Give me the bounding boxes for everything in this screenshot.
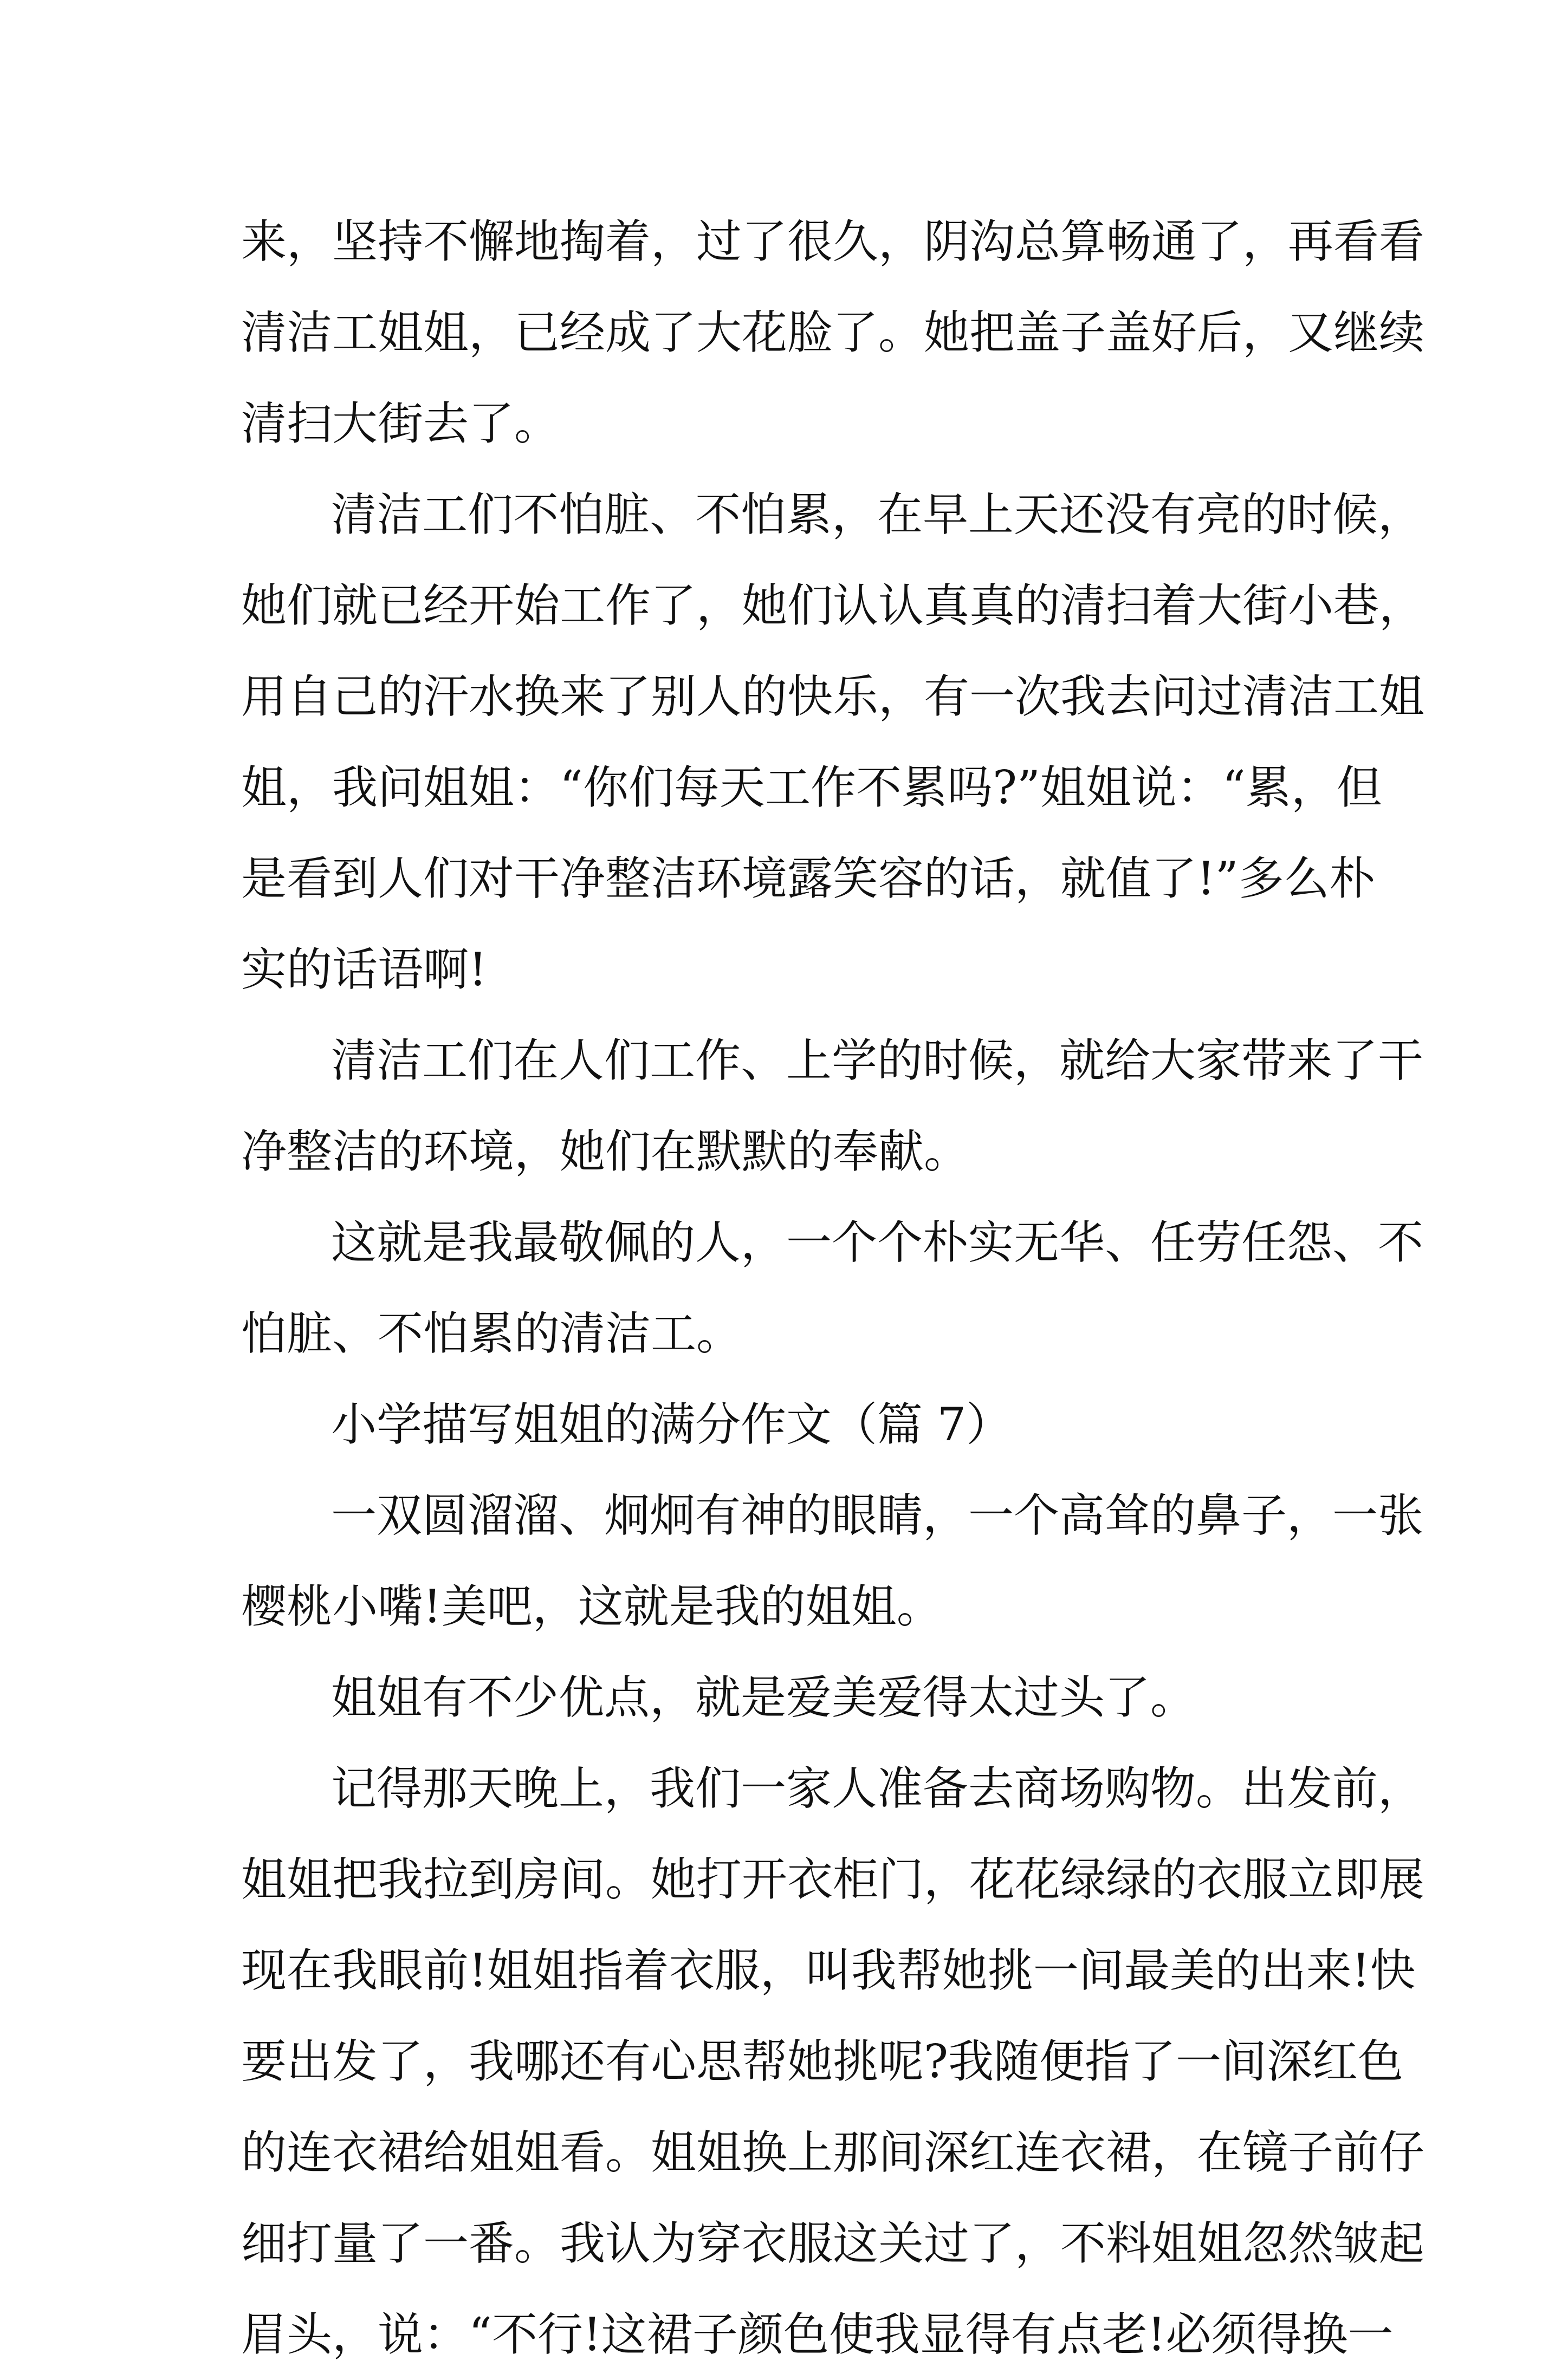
text-line: 净整洁的环境，她们在默默的奉献。: [241, 1125, 970, 1178]
text-line: 这就是我最敬佩的人，一个个朴实无华、任劳任怨、不: [331, 1216, 1424, 1269]
text-line: 来，坚持不懈地掏着，过了很久，阴沟总算畅通了，再看看: [241, 215, 1425, 268]
text-line: 是看到人们对干净整洁环境露笑容的话，就值了!”多么朴: [241, 852, 1375, 905]
text-line: 清扫大街去了。: [241, 397, 560, 450]
text-line: 记得那天晚上，我们一家人准备去商场购物。出发前，: [331, 1762, 1424, 1815]
text-line: 清洁工们不怕脏、不怕累，在早上天还没有亮的时候，: [331, 488, 1424, 541]
text-line: 樱桃小嘴!美吧，这就是我的姐姐。: [241, 1580, 942, 1633]
text-line: 姐，我问姐姐：“你们每天工作不累吗?”姐姐说：“累，但: [241, 761, 1382, 814]
text-line: 清洁工姐姐，已经成了大花脸了。她把盖子盖好后，又继续: [241, 306, 1425, 359]
text-line: 姐姐有不少优点，就是爱美爱得太过头了。: [331, 1671, 1196, 1724]
text-line: 的连衣裙给姐姐看。姐姐换上那间深红连衣裙，在镜子前仔: [241, 2126, 1425, 2179]
text-line: 眉头，说：“不行!这裙子颜色使我显得有点老!必须得换一: [241, 2308, 1394, 2361]
text-line: 她们就已经开始工作了，她们认认真真的清扫着大街小巷，: [241, 579, 1425, 632]
text-line: 要出发了，我哪还有心思帮她挑呢?我随便指了一间深红色: [241, 2035, 1404, 2088]
text-line: 姐姐把我拉到房间。她打开衣柜门，花花绿绿的衣服立即展: [241, 1853, 1425, 1906]
text-line: 现在我眼前!姐姐指着衣服，叫我帮她挑一间最美的出来!快: [241, 1944, 1416, 1997]
text-line: 实的话语啊!: [241, 943, 487, 996]
document-body: [241, 196, 1425, 2380]
text-line: 一双圆溜溜、炯炯有神的眼睛，一个高耸的鼻子，一张: [331, 1489, 1424, 1542]
text-line: 怕脏、不怕累的清洁工。: [241, 1307, 742, 1360]
text-line: 清洁工们在人们工作、上学的时候，就给大家带来了干: [331, 1034, 1424, 1087]
text-line: 用自己的汗水换来了别人的快乐，有一次我去问过清洁工姐: [241, 670, 1425, 723]
text-line: 细打量了一番。我认为穿衣服这关过了，不料姐姐忽然皱起: [241, 2217, 1425, 2270]
text-line: 小学描写姐姐的满分作文（篇 7）: [331, 1398, 1012, 1451]
